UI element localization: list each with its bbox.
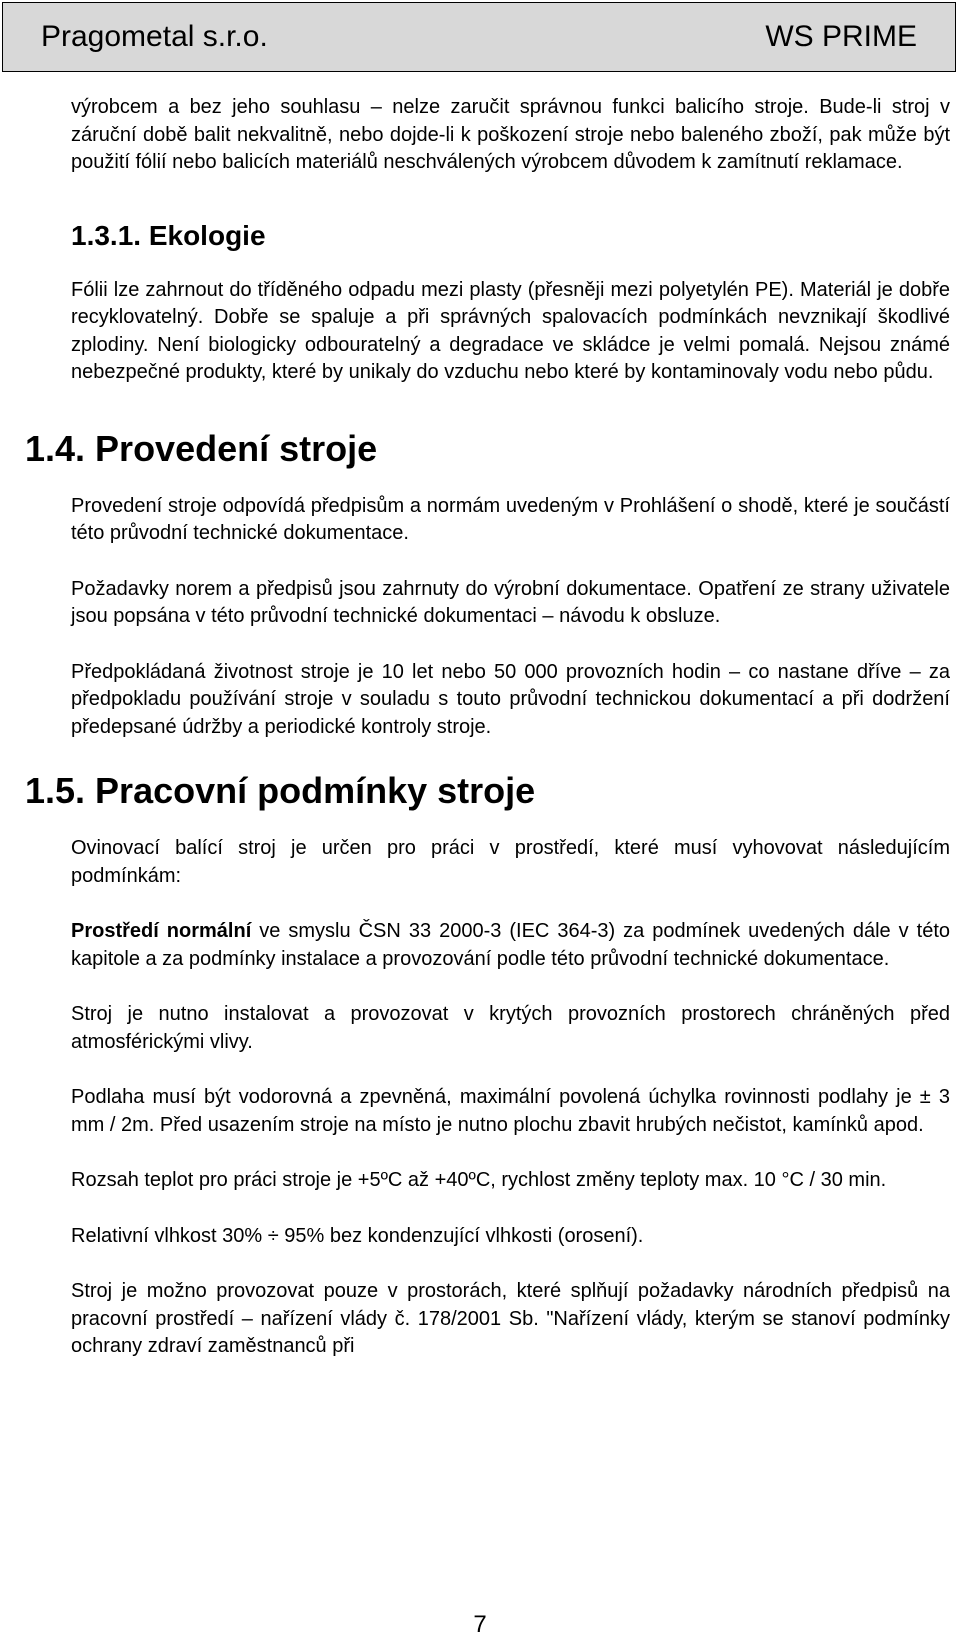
page-header: [2, 2, 956, 72]
provedeni-paragraph-3: Předpokládaná životnost stroje je 10 let nebo 50 000 provozních hodin – co nastane dříve – za předpokladu používání stroje v souladu s touto průvodní technickou dokumentací a při dodržení předepsané údržby a periodické kontroly stroje.: [71, 660, 950, 738]
company-name: Pragometal s.r.o.: [41, 20, 268, 53]
ekologie-paragraph: Fólii lze zahrnout do tříděného odpadu mezi plasty (přesněji mezi polyetylén PE). Materiál je dobře recyklovatelný. Dobře se spaluje a při správných spalovacích podmínkách nevznikají škodlivé zplodiny. Není biologicky odbouratelný a degradace ve skládce je velmi pomalá. Nejsou známé nebezpečné produkty, které by unikaly do vzduchu nebo které by kontaminovaly vodu nebo půdu.: [71, 278, 950, 383]
podminky-paragraph-3: Rozsah teplot pro práci stroje je +5ºC až +40ºC, rychlost změny teploty max. 10 °C / 30 min.: [71, 1169, 887, 1191]
continuation-paragraph: výrobcem a bez jeho souhlasu – nelze zaručit správnou funkci balicího stroje. Bude-li stroj v záruční době balit nekvalitně, nebo dojde-li k poškození stroje nebo baleného zboží, pak může být použití fólií nebo balicích materiálů neschválených výrobcem důvodem k zamítnutí reklamace.: [71, 96, 950, 173]
provedeni-paragraph-2: Požadavky norem a předpisů jsou zahrnuty do výrobní dokumentace. Opatření ze strany uživatele jsou popsána v této průvodní technické dokumentaci – návodu k obsluze.: [71, 577, 950, 627]
prostredi-bold-term: Prostředí normální: [71, 920, 252, 942]
podminky-paragraph-4: Relativní vlhkost 30% ÷ 95% bez kondenzující vlhkosti (orosení).: [71, 1224, 644, 1247]
podminky-paragraph-1: Stroj je nutno instalovat a provozovat v krytých provozních prostorech chráněných před atmosférickými vlivy.: [71, 1003, 950, 1053]
prostredi-paragraph: [71, 918, 950, 973]
podminky-intro: Ovinovací balící stroj je určen pro práci v prostředí, které musí vyhovovat následujícím podmínkám:: [71, 837, 950, 887]
document-body: [25, 94, 951, 1389]
section-heading-pracovni-podminky: 1.5. Pracovní podmínky stroje: [25, 770, 536, 811]
prostredi-text: ve smyslu ČSN 33 2000-3 (IEC 364-3) za podmínek uvedených dále v této kapitole a za podmínky instalace a provozování podle této průvodní technické dokumentace.: [71, 920, 951, 970]
podminky-paragraph-2: Podlaha musí být vodorovná a zpevněná, maximální povolená úchylka rovinnosti podlahy je ± 3 mm / 2m. Před usazením stroje na místo je nutno plochu zbavit hrubých nečistot, kamínků apod.: [71, 1086, 950, 1136]
podminky-paragraph-5: Stroj je možno provozovat pouze v prostorách, které splňují požadavky národních předpisů na pracovní prostředí – nařízení vlády č. 178/2001 Sb. "Nařízení vlády, kterým se stanoví podmínky ochrany zdraví zaměstnanců při: [71, 1280, 950, 1357]
section-heading-ekologie: 1.3.1. Ekologie: [71, 219, 266, 251]
provedeni-paragraph-1: Provedení stroje odpovídá předpisům a normám uvedeným v Prohlášení o shodě, které je součástí této průvodní technické dokumentace.: [71, 494, 950, 544]
product-name: WS PRIME: [765, 20, 917, 53]
section-heading-provedeni: 1.4. Provedení stroje: [25, 427, 378, 469]
page-number: 7: [473, 1611, 487, 1638]
